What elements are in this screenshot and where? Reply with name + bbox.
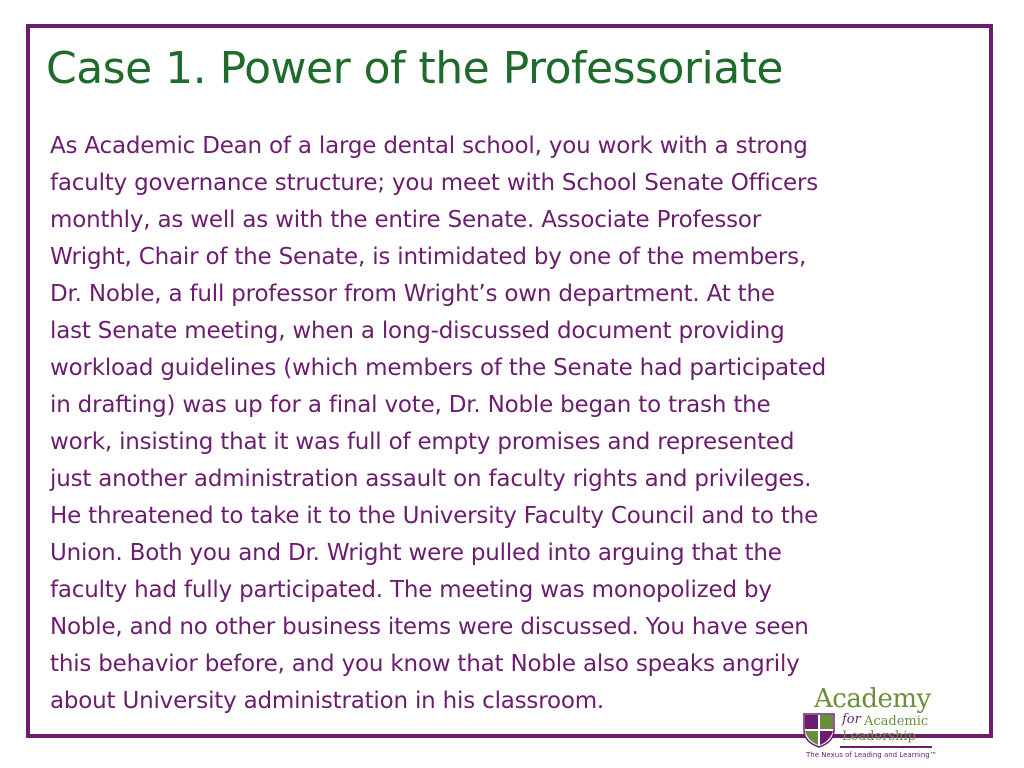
body-line: work, insisting that it was full of empty promises and represented: [50, 429, 795, 455]
body-line: Dr. Noble, a full professor from Wright’s own department. At the: [50, 281, 775, 307]
body-line: last Senate meeting, when a long-discussed document providing: [50, 318, 785, 344]
body-line: faculty had fully participated. The meeting was monopolized by: [50, 577, 772, 603]
body-line: this behavior before, and you know that Noble also speaks angrily: [50, 651, 800, 677]
shield-logo-icon: [802, 712, 836, 748]
body-line: in drafting) was up for a final vote, Dr. Noble began to trash the: [50, 392, 771, 418]
body-line: faculty governance structure; you meet with School Senate Officers: [50, 170, 819, 196]
logo-tagline: The Nexus of Leading and Learning™: [806, 751, 937, 759]
logo-for-text: for: [842, 712, 861, 727]
body-line: As Academic Dean of a large dental school, you work with a strong: [50, 133, 808, 159]
academy-logo: [802, 686, 938, 768]
logo-wordmark: Academy: [814, 684, 931, 714]
logo-leadership-text: Leadership: [842, 729, 916, 744]
body-line: about University administration in his classroom.: [50, 688, 605, 714]
logo-divider: [840, 746, 932, 748]
body-line: Wright, Chair of the Senate, is intimidated by one of the members,: [50, 244, 807, 270]
body-line: Union. Both you and Dr. Wright were pulled into arguing that the: [50, 540, 782, 566]
body-line: He threatened to take it to the University Faculty Council and to the: [50, 503, 819, 529]
body-line: Noble, and no other business items were discussed. You have seen: [50, 614, 809, 640]
body-line: monthly, as well as with the entire Senate. Associate Professor: [50, 207, 762, 233]
logo-academic-text: Academic: [864, 714, 929, 729]
slide-title: Case 1. Power of the Professoriate: [46, 43, 783, 94]
case-body-text: [50, 128, 985, 720]
body-line: workload guidelines (which members of the Senate had participated: [50, 355, 827, 381]
body-line: just another administration assault on faculty rights and privileges.: [50, 466, 812, 492]
